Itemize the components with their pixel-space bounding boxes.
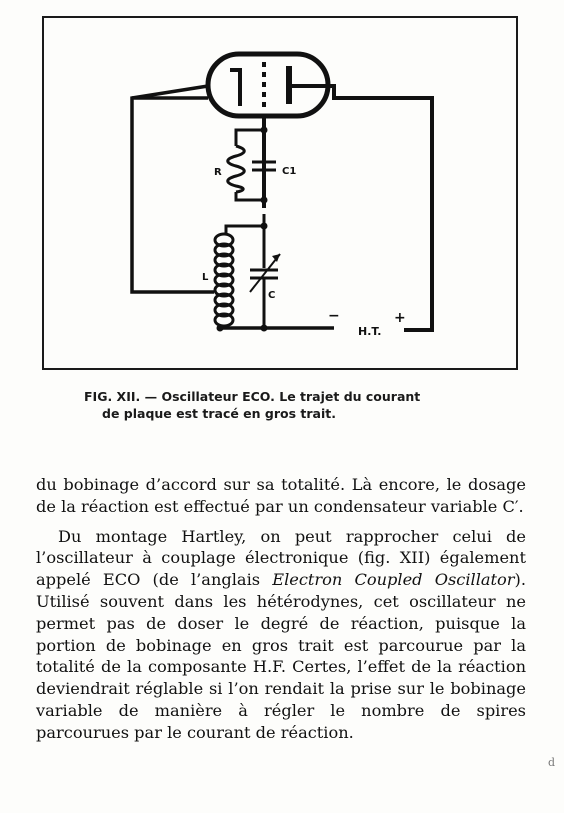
resistor-branch xyxy=(236,130,264,146)
label-C1: C1 xyxy=(282,166,297,177)
figure-caption xyxy=(84,388,514,422)
paragraph-2-emphasis: Electron Coupled Oscillator xyxy=(272,570,515,590)
tube-anode xyxy=(286,66,292,104)
grid-wire xyxy=(132,86,214,292)
figure-frame xyxy=(42,16,518,370)
inductor-L xyxy=(215,234,233,326)
paragraph-2-part-a: Du montage Hartley, on peut rapprocher celui de l’oscillateur à couplage électronique (fig. XII) également appelé ECO (de l’anglais xyxy=(36,526,526,590)
label-HT-plus: + xyxy=(394,310,406,326)
body-text xyxy=(36,474,526,744)
margin-mark: d xyxy=(548,756,556,769)
label-L: L xyxy=(202,272,209,283)
label-HT-minus: − xyxy=(328,308,340,324)
eco-oscillator-schematic xyxy=(44,18,516,368)
plate-wire xyxy=(292,86,432,330)
paragraph-1: du bobinage d’accord sur sa totalité. Là encore, le dosage de la réaction est effectué par un condensateur variable C′. xyxy=(36,475,526,516)
caption-line-1: FIG. XII. — Oscillateur ECO. Le trajet du courant xyxy=(84,389,421,404)
paragraph-2 xyxy=(36,526,526,744)
ground-return xyxy=(220,326,334,328)
label-HT: H.T. xyxy=(358,325,382,338)
label-R: R xyxy=(214,167,222,178)
tube-grids xyxy=(262,62,266,107)
paragraph-2-part-b: ). Utilisé souvent dans les hétérodynes, cet oscillateur ne permet pas de doser le degré de réaction, puisque la portion de bobinage en gros trait est parcourue par la totalité de la composante H.F. Certes, l’effet de la réaction deviendrait réglable si l’on rendait la prise sur le bobinage variable de manière à régler le nombre de spires parcourues par le courant de réaction. xyxy=(36,570,526,742)
tube-cathode xyxy=(230,70,240,106)
caption-line-2: de plaque est tracé en gros trait. xyxy=(102,406,336,421)
resistor-R xyxy=(228,146,245,192)
label-C: C xyxy=(268,290,276,301)
